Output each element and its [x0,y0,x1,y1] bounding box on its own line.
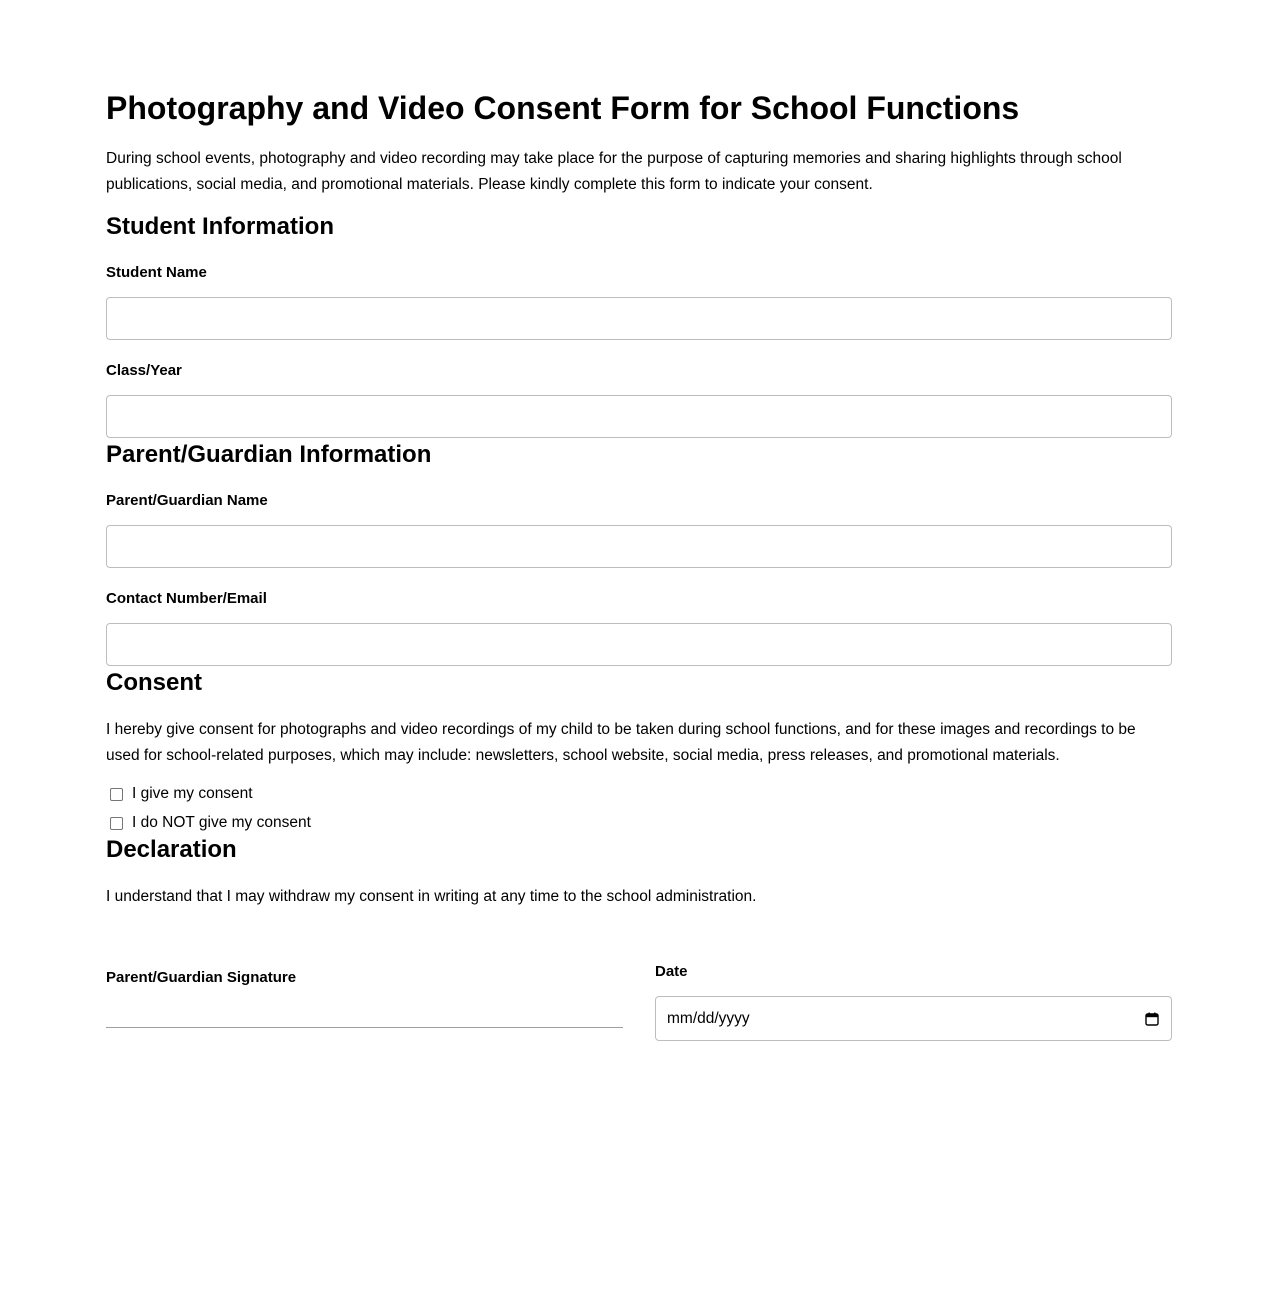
guardian-information-heading: Parent/Guardian Information [106,441,432,468]
intro-paragraph: During school events, photography and video recording may take place for the purpose of capturing memories and sharing highlights through school publications, social media, and promotional materials. Please kindly complete this form to indicate your consent. [106,150,1122,193]
consent-deny-checkbox[interactable] [110,817,123,830]
student-information-heading: Student Information [106,213,334,240]
consent-give-option[interactable] [106,783,253,805]
signature-label: Parent/Guardian Signature [106,969,297,986]
contact-label: Contact Number/Email [106,590,267,607]
date-input[interactable] [655,996,1172,1041]
date-label: Date [655,963,688,980]
guardian-name-input[interactable] [106,525,1172,568]
consent-give-label: I give my consent [132,785,253,802]
consent-deny-option[interactable] [106,812,311,834]
consent-deny-label: I do NOT give my consent [132,814,311,831]
declaration-heading: Declaration [106,836,237,863]
consent-heading: Consent [106,669,202,696]
class-year-label: Class/Year [106,362,182,379]
contact-input[interactable] [106,623,1172,666]
consent-give-checkbox[interactable] [110,788,123,801]
guardian-name-label: Parent/Guardian Name [106,492,268,509]
student-name-input[interactable] [106,297,1172,340]
calendar-icon[interactable] [1145,1012,1159,1026]
class-year-input[interactable] [106,395,1172,438]
declaration-text: I understand that I may withdraw my consent in writing at any time to the school administration. [106,888,757,905]
student-name-label: Student Name [106,264,207,281]
date-placeholder: mm/dd/yyyy [667,1009,750,1027]
signature-line[interactable] [106,1027,623,1028]
consent-text: I hereby give consent for photographs and video recordings of my child to be taken during school functions, and for these images and recordings to be used for school-related purposes, which may include: newsletters, school website, social media, press releases, and promotional materials. [106,721,1136,764]
page-title: Photography and Video Consent Form for School Functions [106,90,1020,126]
